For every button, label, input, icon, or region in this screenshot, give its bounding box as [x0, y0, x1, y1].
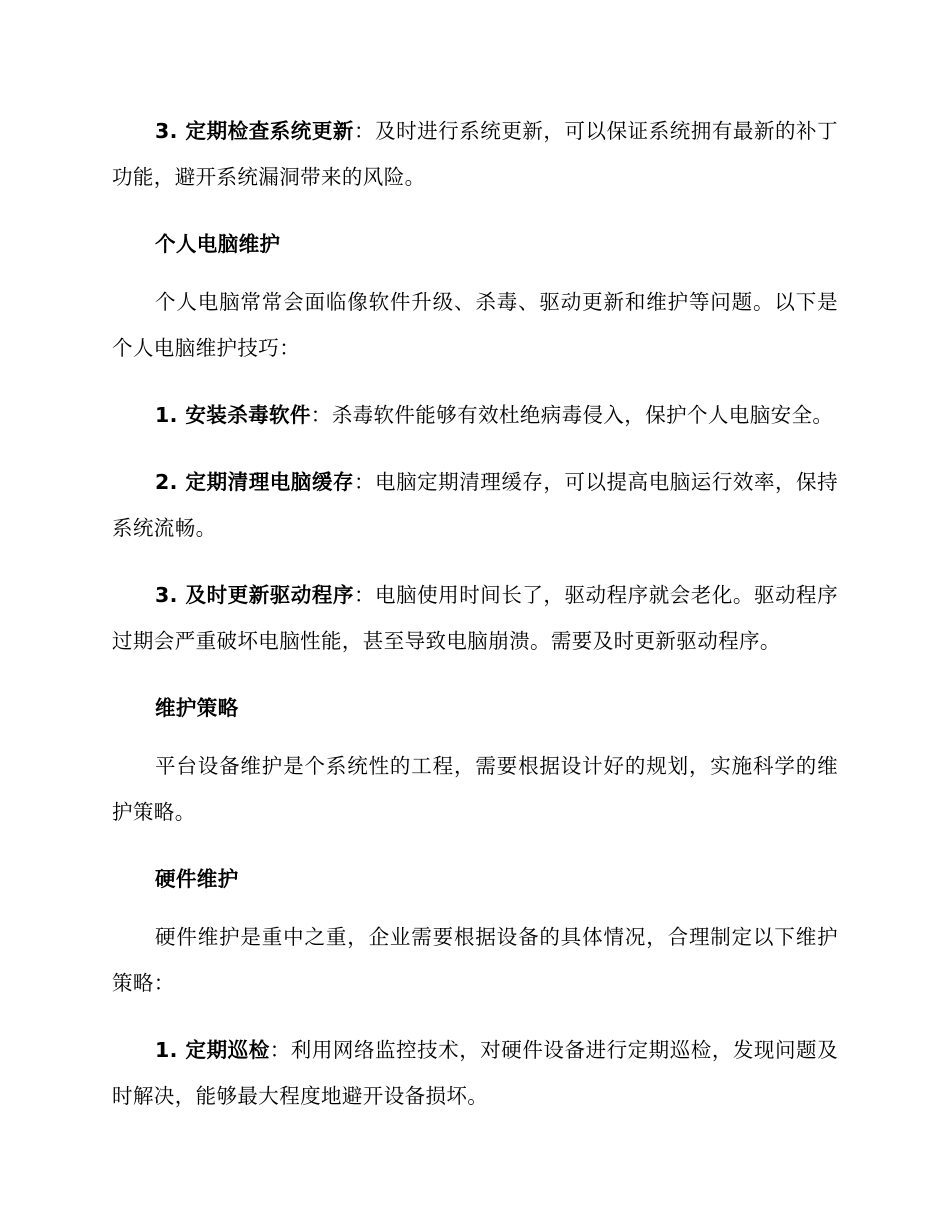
list-item-text: ：电脑使用时间长了，驱动程序就会老化。驱动程序过期会严重破坏电脑性能，甚至导致电脑崩溃。需要及时更新驱动程序。 [112, 583, 839, 653]
list-item-text: ：及时进行系统更新，可以保证系统拥有最新的补丁功能，避开系统漏洞带来的风险。 [112, 119, 839, 189]
paragraph-pc-intro: 个人电脑常常会面临像软件升级、杀毒、驱动更新和维护等问题。以下是个人电脑维护技巧： [112, 290, 838, 360]
paragraph-hardware-intro: 硬件维护是重中之重，企业需要根据设备的具体情况，合理制定以下维护策略： [112, 925, 838, 995]
list-item-inspection [112, 1027, 838, 1119]
document-page [112, 108, 838, 1140]
list-item-title: 2. 定期清理电脑缓存 [155, 470, 354, 494]
list-item-title: 1. 定期巡检 [155, 1038, 270, 1062]
list-item-antivirus [112, 392, 838, 438]
list-item-title: 3. 及时更新驱动程序 [155, 583, 354, 607]
list-item-update-drivers [112, 572, 838, 664]
list-item-title: 3. 定期检查系统更新 [155, 119, 354, 143]
list-item-clear-cache [112, 459, 838, 551]
list-item-text: ：杀毒软件能够有效杜绝病毒侵入，保护个人电脑安全。 [310, 403, 834, 427]
list-item-system-update [112, 108, 838, 200]
list-item-text: ：利用网络监控技术，对硬件设备进行定期巡检，发现问题及时解决，能够最大程度地避开设备损坏。 [112, 1038, 838, 1108]
paragraph-strategy-intro: 平台设备维护是个系统性的工程，需要根据设计好的规划，实施科学的维护策略。 [112, 754, 838, 824]
section-heading-strategy: 维护策略 [155, 696, 239, 720]
list-item-text: ：电脑定期清理缓存，可以提高电脑运行效率，保持系统流畅。 [112, 470, 839, 540]
section-heading-pc-maintenance: 个人电脑维护 [155, 232, 281, 256]
section-heading-hardware: 硬件维护 [155, 867, 239, 891]
list-item-title: 1. 安装杀毒软件 [155, 403, 311, 427]
